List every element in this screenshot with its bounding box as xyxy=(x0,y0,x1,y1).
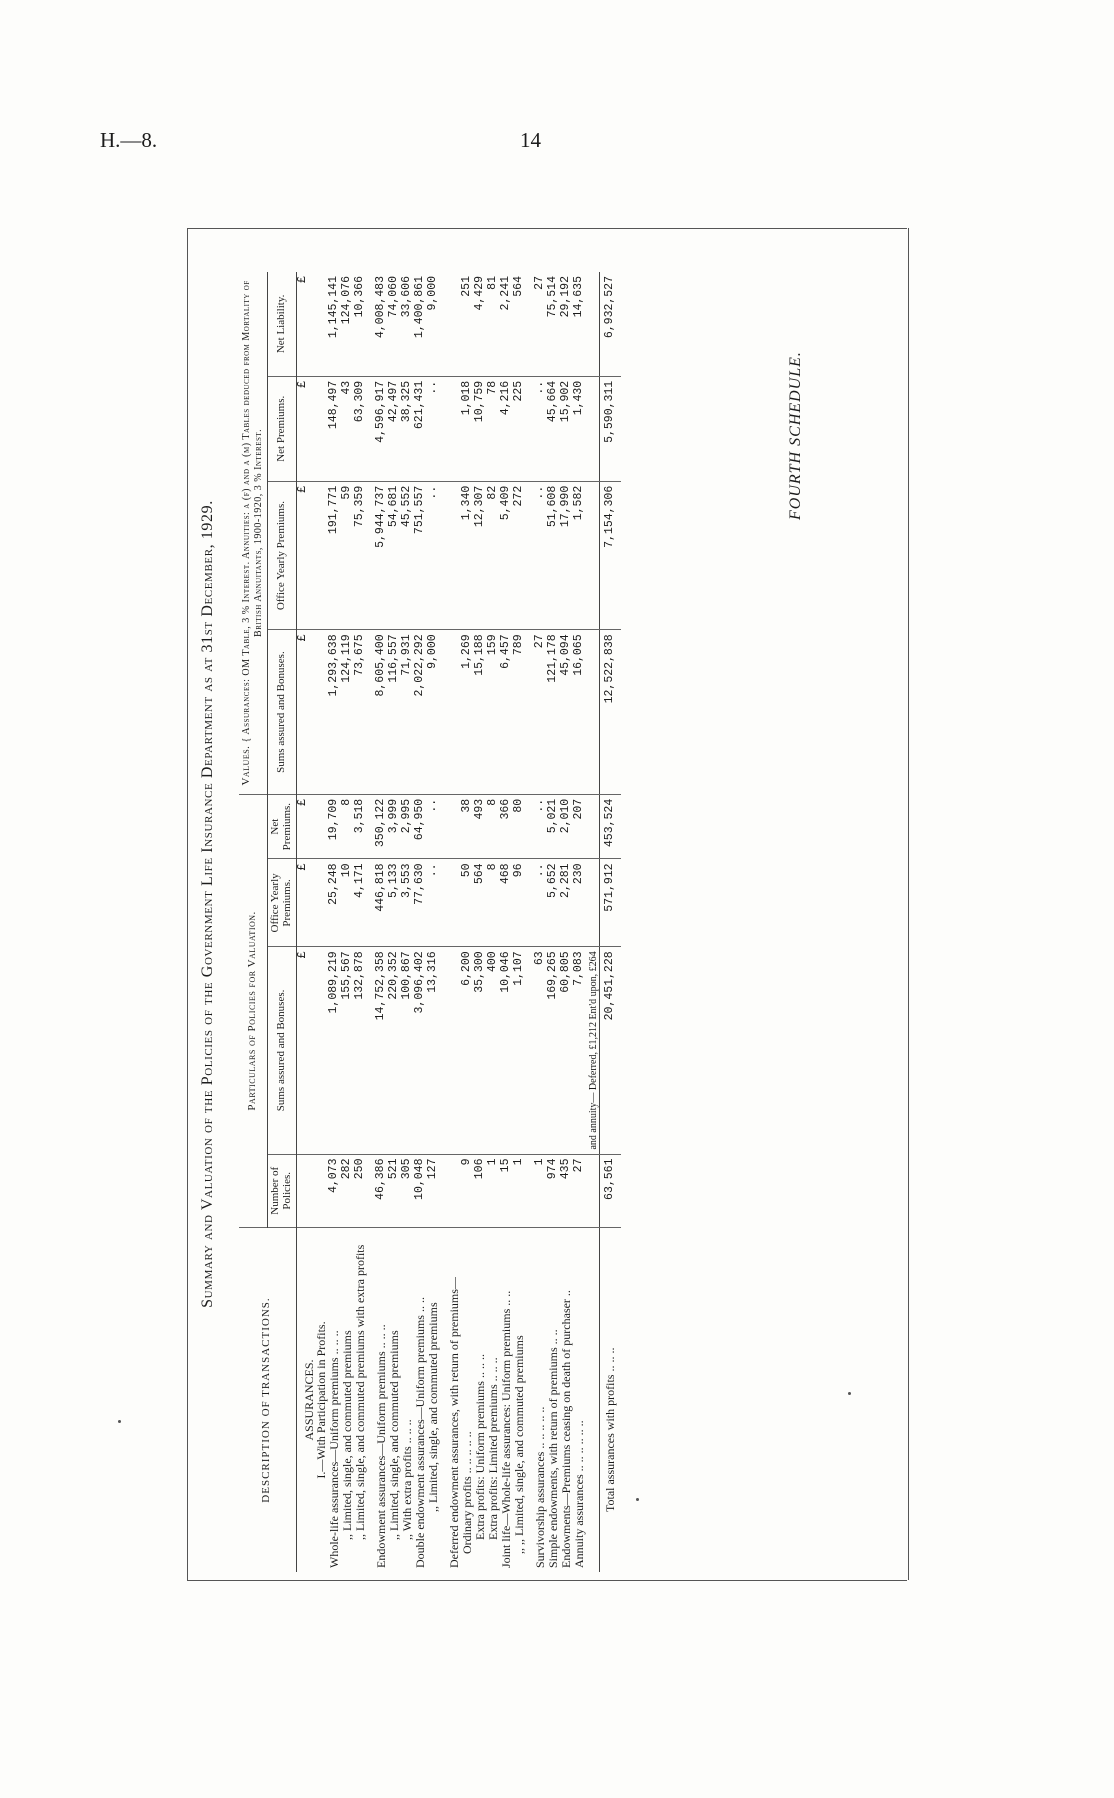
scan-speck xyxy=(118,1420,121,1423)
cell-sums: 400 xyxy=(487,947,500,1154)
cell-policies: 15 xyxy=(500,1154,513,1227)
cell-sums: 10,046 xyxy=(500,947,513,1154)
cell-v-office: 17,990 xyxy=(560,481,573,630)
table-row xyxy=(487,272,500,1572)
cell-v-office: 12,307 xyxy=(474,481,487,630)
currency-v-office: £ xyxy=(296,481,315,630)
currency-office: £ xyxy=(296,859,315,947)
cell-net: .. xyxy=(427,794,440,859)
total-label: Total assurances with profits .. .. .. xyxy=(600,1228,621,1573)
cell-v-office: 1,340 xyxy=(461,481,474,630)
cell-liability: 2,241 xyxy=(500,272,513,376)
header-v-net: Net Premiums. xyxy=(267,376,296,481)
cell-policies: 1 xyxy=(534,1154,547,1227)
cell-v-office: 51,608 xyxy=(547,481,560,630)
cell-liability: 14,635 xyxy=(573,272,586,376)
cell-net: 38 xyxy=(461,794,474,859)
scan-speck xyxy=(848,1392,851,1395)
header-net: Net Premiums. xyxy=(267,794,296,859)
scan-speck xyxy=(636,1498,639,1501)
row-description: ,, Limited, single, and commuted premiums with extra profits xyxy=(353,1244,368,1540)
cell-sums: 6,200 xyxy=(461,947,474,1154)
cell-v-sums: 73,675 xyxy=(354,630,367,794)
cell-net: 80 xyxy=(513,794,526,859)
header-values-group xyxy=(239,272,267,794)
cell-liability: 564 xyxy=(513,272,526,376)
cell-net: 3,999 xyxy=(388,794,401,859)
cell-v-net: 4,216 xyxy=(500,376,513,481)
cell-net: 493 xyxy=(474,794,487,859)
header-v-sums: Sums assured and Bonuses. xyxy=(267,630,296,794)
cell-v-office: 751,557 xyxy=(414,481,427,630)
cell-sums: 1,107 xyxy=(513,947,526,1154)
cell-office: 446,818 xyxy=(375,859,388,947)
rotated-schedule-sheet xyxy=(187,228,907,1580)
row-description: Annuity assurances .. .. .. .. .. .. xyxy=(571,1420,586,1568)
total-row xyxy=(600,272,621,1572)
cell-v-office: 272 xyxy=(513,481,526,630)
cell-v-sums: 27 xyxy=(534,630,547,794)
cell-v-sums: 2,022,292 xyxy=(414,630,427,794)
table-row xyxy=(513,272,526,1572)
cell-net: 8 xyxy=(487,794,500,859)
cell-liability: 10,366 xyxy=(354,272,367,376)
cell-sums: 63 xyxy=(534,947,547,1154)
total-sums: 20,451,228 xyxy=(600,947,621,1154)
page-number: 14 xyxy=(520,128,541,152)
cell-office: 564 xyxy=(474,859,487,947)
cell-policies: 250 xyxy=(354,1154,367,1227)
header-values: Values. xyxy=(240,745,252,786)
header-liability: Net Liability. xyxy=(267,272,296,376)
cell-net: 366 xyxy=(500,794,513,859)
cell-v-sums: 124,119 xyxy=(341,630,354,794)
cell-policies xyxy=(448,1154,461,1227)
header-policies: Number of Policies. xyxy=(267,1154,296,1227)
cell-net: 64,950 xyxy=(414,794,427,859)
cell-liability: 81 xyxy=(487,272,500,376)
header-values-note: { Assurances: OM Table, 3 % Interest. Annuities: a (f) and a (m) Tables deduced from Mortality of British Annuitants, 1900-1920, 3 % Interest. xyxy=(241,280,264,743)
cell-v-office: .. xyxy=(427,481,440,630)
currency-sums: £ xyxy=(296,947,315,1154)
cell-liability: 27 xyxy=(534,272,547,376)
table-row xyxy=(448,272,461,1572)
total-net: 453,524 xyxy=(600,794,621,859)
cell-v-net: 78 xyxy=(487,376,500,481)
cell-v-office: 82 xyxy=(487,481,500,630)
currency-net: £ xyxy=(296,794,315,859)
cell-office: 50 xyxy=(461,859,474,947)
cell-sums: 13,316 xyxy=(427,947,440,1154)
cell-net: 2,010 xyxy=(560,794,573,859)
cell-office: 3,553 xyxy=(401,859,414,947)
data-rows xyxy=(328,272,585,1572)
header-v-office: Office Yearly Premiums. xyxy=(267,481,296,630)
cell-sums: 100,867 xyxy=(401,947,414,1154)
row-description: Deferred endowment assurances, with return of premiums— xyxy=(447,1277,462,1568)
frame-bottom-rule xyxy=(187,1580,907,1581)
cell-v-net: 45,664 xyxy=(547,376,560,481)
row-description: ,, Limited, single, and commuted premiums xyxy=(387,1330,402,1540)
row-description: ,, Limited, single, and commuted premiums xyxy=(340,1330,355,1540)
cell-office: 2,281 xyxy=(560,859,573,947)
cell-sums: 169,265 xyxy=(547,947,560,1154)
row-description: Extra profits: Limited premiums .. .. .. xyxy=(485,1357,500,1540)
total-v-net: 5,590,311 xyxy=(600,376,621,481)
cell-v-sums: 1,269 xyxy=(461,630,474,794)
cell-v-office: 59 xyxy=(341,481,354,630)
row-description: Joint life—Whole-life assurances: Uniform premiums .. .. xyxy=(498,1290,513,1568)
total-liability: 6,932,527 xyxy=(600,272,621,376)
cell-v-net: 148,497 xyxy=(328,376,341,481)
cell-liability: 4,008,483 xyxy=(375,272,388,376)
cell-v-sums: 116,557 xyxy=(388,630,401,794)
cell-sums: 7,083 xyxy=(573,947,586,1154)
table-row xyxy=(500,272,513,1572)
cell-policies: 282 xyxy=(341,1154,354,1227)
row-description: ,, With extra profits .. .. .. xyxy=(400,1419,415,1540)
cell-v-sums: 71,931 xyxy=(401,630,414,794)
cell-office: .. xyxy=(534,859,547,947)
cell-policies: 1 xyxy=(487,1154,500,1227)
cell-liability: 74,060 xyxy=(388,272,401,376)
currency-v-sums: £ xyxy=(296,630,315,794)
cell-v-office: 1,582 xyxy=(573,481,586,630)
cell-v-sums: 9,000 xyxy=(427,630,440,794)
row-description: Survivorship assurances .. .. .. .. .. xyxy=(532,1406,547,1568)
cell-sums: 35,300 xyxy=(474,947,487,1154)
cell-v-sums: 6,457 xyxy=(500,630,513,794)
table-row xyxy=(547,272,560,1572)
cell-net: 2,995 xyxy=(401,794,414,859)
cell-v-office: .. xyxy=(534,481,547,630)
table-row xyxy=(573,272,586,1572)
cell-policies: 974 xyxy=(547,1154,560,1227)
annuity-note: and annuity— Deferred, £1,212 Ent'd upon, £264 xyxy=(586,947,600,1154)
cell-sums: 1,089,219 xyxy=(328,947,341,1154)
cell-v-net: 43 xyxy=(341,376,354,481)
table-row xyxy=(388,272,401,1572)
cell-office: 4,171 xyxy=(354,859,367,947)
cell-policies: 305 xyxy=(401,1154,414,1227)
cell-v-sums: 16,065 xyxy=(573,630,586,794)
cell-liability: 251 xyxy=(461,272,474,376)
cell-policies: 106 xyxy=(474,1154,487,1227)
cell-office: 25,248 xyxy=(328,859,341,947)
cell-v-net: .. xyxy=(427,376,440,481)
cell-net: 19,709 xyxy=(328,794,341,859)
valuation-table xyxy=(239,272,621,1572)
cell-liability: 33,606 xyxy=(401,272,414,376)
cell-v-sums: 159 xyxy=(487,630,500,794)
cell-v-net: 1,430 xyxy=(573,376,586,481)
header-particulars: Particulars of Policies for Valuation. xyxy=(239,794,267,1227)
total-office: 571,912 xyxy=(600,859,621,947)
cell-policies: 521 xyxy=(388,1154,401,1227)
cell-v-net: 1,018 xyxy=(461,376,474,481)
page-reference: H.—8. xyxy=(100,128,158,152)
cell-v-office: 75,359 xyxy=(354,481,367,630)
cell-office: 5,133 xyxy=(388,859,401,947)
cell-office: 230 xyxy=(573,859,586,947)
cell-net: 207 xyxy=(573,794,586,859)
row-description: Simple endowments, with return of premiums .. .. xyxy=(545,1329,560,1568)
cell-v-office: 5,944,737 xyxy=(375,481,388,630)
cell-v-net: 225 xyxy=(513,376,526,481)
cell-v-net: 15,902 xyxy=(560,376,573,481)
row-description: Endowments—Premiums ceasing on death of purchaser .. xyxy=(558,1290,573,1568)
total-v-sums: 12,522,838 xyxy=(600,630,621,794)
cell-office: 468 xyxy=(500,859,513,947)
table-row xyxy=(461,272,474,1572)
row-description: Endowment assurances—Uniform premiums .. .. .. xyxy=(374,1324,389,1568)
cell-v-sums: 1,293,638 xyxy=(328,630,341,794)
cell-v-net: 38,325 xyxy=(401,376,414,481)
cell-policies: 1 xyxy=(513,1154,526,1227)
table-row xyxy=(560,272,573,1572)
currency-liability: £ xyxy=(296,272,315,376)
table-body xyxy=(296,272,328,1572)
header-description: DESCRIPTION OF TRANSACTIONS. xyxy=(239,1228,296,1573)
spacer-row xyxy=(526,272,534,1572)
cell-v-sums: 789 xyxy=(513,630,526,794)
row-description: Double endowment assurances—Uniform premiums .. .. xyxy=(413,1297,428,1568)
cell-sums: 155,567 xyxy=(341,947,354,1154)
row-description: Extra profits: Uniform premiums .. .. .. xyxy=(472,1354,487,1540)
cell-net: 5,021 xyxy=(547,794,560,859)
cell-sums: 132,878 xyxy=(354,947,367,1154)
cell-policies: 27 xyxy=(573,1154,586,1227)
row-description: Whole-life assurances—Uniform premiums .. .. .. xyxy=(327,1330,342,1568)
section-assurances: ASSURANCES. xyxy=(301,1359,316,1441)
cell-policies: 10,048 xyxy=(414,1154,427,1227)
header-office: Office Yearly Premiums. xyxy=(267,859,296,947)
cell-v-sums: 121,178 xyxy=(547,630,560,794)
cell-v-net: 63,309 xyxy=(354,376,367,481)
cell-sums: 220,352 xyxy=(388,947,401,1154)
cell-office: 5,652 xyxy=(547,859,560,947)
total-v-office: 7,154,306 xyxy=(600,481,621,630)
cell-v-net: .. xyxy=(534,376,547,481)
cell-net: 8 xyxy=(341,794,354,859)
row-description: Ordinary profits .. .. .. .. .. xyxy=(459,1431,474,1554)
cell-v-net: 621,431 xyxy=(414,376,427,481)
cell-office: 10 xyxy=(341,859,354,947)
table-row xyxy=(427,272,440,1572)
cell-net: .. xyxy=(534,794,547,859)
cell-v-sums: 15,188 xyxy=(474,630,487,794)
table-row xyxy=(354,272,367,1572)
currency-v-net: £ xyxy=(296,376,315,481)
row-description: ,, ,, Limited, single, and commuted premiums xyxy=(511,1335,526,1554)
header-sums: Sums assured and Bonuses. xyxy=(267,947,296,1154)
total-policies: 63,561 xyxy=(600,1154,621,1227)
cell-v-sums: 45,094 xyxy=(560,630,573,794)
cell-v-net: 10,759 xyxy=(474,376,487,481)
cell-liability: 4,429 xyxy=(474,272,487,376)
cell-sums: 60,805 xyxy=(560,947,573,1154)
cell-liability: 75,514 xyxy=(547,272,560,376)
cell-v-net: 4,596,917 xyxy=(375,376,388,481)
cell-office: 96 xyxy=(513,859,526,947)
cell-office: 8 xyxy=(487,859,500,947)
cell-policies: 46,386 xyxy=(375,1154,388,1227)
section-with-profits: I.—With Participation in Profits. xyxy=(314,1321,329,1479)
cell-policies: 9 xyxy=(461,1154,474,1227)
cell-policies: 127 xyxy=(427,1154,440,1227)
cell-policies: 4,073 xyxy=(328,1154,341,1227)
cell-office: .. xyxy=(427,859,440,947)
cell-liability: 9,000 xyxy=(427,272,440,376)
cell-policies: 435 xyxy=(560,1154,573,1227)
schedule-label: FOURTH SCHEDULE. xyxy=(787,351,804,520)
table-row xyxy=(534,272,547,1572)
cell-liability: 1,145,141 xyxy=(328,272,341,376)
cell-v-office: 54,681 xyxy=(388,481,401,630)
cell-v-office: 5,409 xyxy=(500,481,513,630)
row-description: ,, Limited, single, and commuted premiums xyxy=(426,1302,441,1512)
cell-liability: 29,192 xyxy=(560,272,573,376)
cell-office: 77,630 xyxy=(414,859,427,947)
cell-net: 3,518 xyxy=(354,794,367,859)
cell-v-office: 45,552 xyxy=(401,481,414,630)
table-row xyxy=(474,272,487,1572)
cell-liability: 124,076 xyxy=(341,272,354,376)
schedule-title: Summary and Valuation of the Policies of the Government Life Insurance Department as at 31st December, 1929. xyxy=(199,500,216,1308)
cell-v-net: 42,497 xyxy=(388,376,401,481)
cell-sums: 3,096,402 xyxy=(414,947,427,1154)
cell-liability: 1,400,861 xyxy=(414,272,427,376)
cell-v-office: 191,771 xyxy=(328,481,341,630)
cell-v-sums: 8,605,400 xyxy=(375,630,388,794)
cell-sums: 14,752,358 xyxy=(375,947,388,1154)
cell-net: 350,122 xyxy=(375,794,388,859)
